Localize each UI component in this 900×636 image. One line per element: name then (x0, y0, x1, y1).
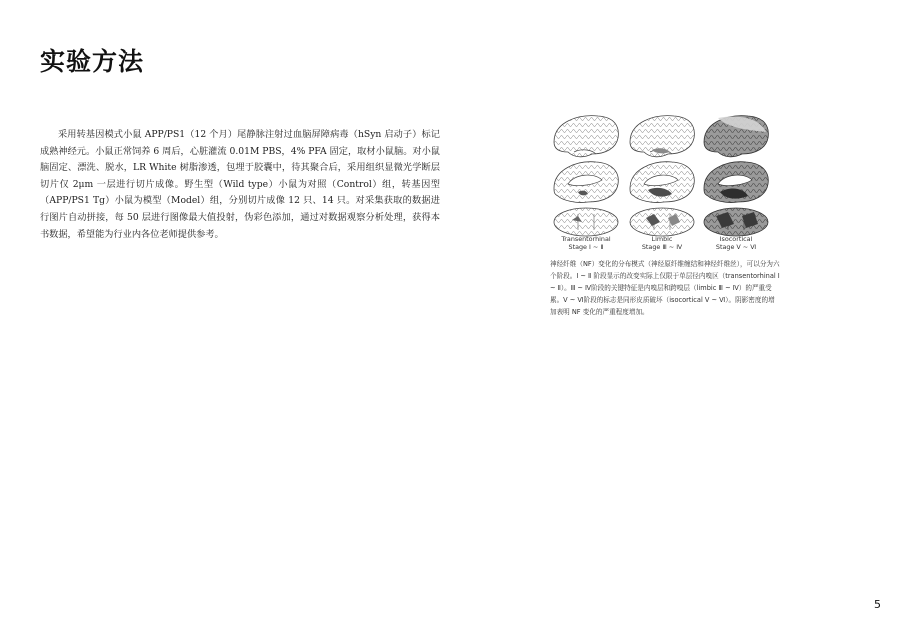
brain-stages-figure (548, 110, 776, 252)
lateral-brain-stage-3 (704, 116, 768, 157)
page-number: 5 (874, 598, 881, 611)
lateral-brain-stage-2 (630, 116, 694, 157)
stage-label-transentorhinal (551, 235, 621, 251)
ventral-brain-stage-3 (704, 208, 768, 236)
brain-illustration (548, 110, 776, 252)
ventral-brain-stage-2 (630, 208, 694, 236)
stage-labels (548, 235, 776, 257)
medial-brain-stage-1 (554, 162, 618, 203)
lateral-brain-stage-1 (554, 116, 618, 157)
stage-name: Isocortical (719, 235, 753, 243)
methods-paragraph: 采用转基因模式小鼠 APP/PS1（12 个月）尾静脉注射过血脑屏障病毒（hSyn 启动子）标记成熟神经元。小鼠正常饲养 6 周后，心脏灌流 0.01M PBS，4% PFA 固定，取材小鼠脑。对小鼠脑固定、漂洗、脱水，LR White 树脂渗透，包埋于胶囊中，待其聚合后，采用组织显微光学断层切片仅 2μm 一层进行切片成像。野生型（Wild type）小鼠为对照（Control）组，转基因型（APP/PS1 Tg）小鼠为模型（Model）组，分别切片成像 12 只、14 只。对采集获取的数据进行图片自动拼接，每 50 层进行图像最大值投射，伪彩色添加，通过对数据观察分析处理，获得本书数据，希望能为行业内各位老师提供参考。 (40, 129, 440, 240)
stage-range: Stage Ⅴ ~ Ⅵ (715, 243, 757, 251)
stage-name: Transentorhinal (561, 235, 611, 243)
figure-caption: 神经纤维（NF）变化的分布模式（神经原纤维缠结和神经纤维丝），可以分为六个阶段。Ⅰ ~ Ⅱ 阶段显示的改变实际上仅限于单层径内嗅区（transentorhinal Ⅰ ~ Ⅱ）。Ⅲ ~ Ⅳ阶段的关键特征是内嗅层和跨嗅层（limbic Ⅲ ~ Ⅳ）的严重受累。Ⅴ ~ Ⅵ阶段的标志是同形皮质破坏（isocortical Ⅴ ~ Ⅵ）。阴影密度的增加表明 NF 变化的严重程度增加。 (550, 260, 780, 316)
medial-brain-stage-3 (704, 162, 768, 203)
stage-name: Limbic (651, 235, 673, 243)
page-title: 实验方法 (40, 47, 145, 76)
ventral-brain-stage-1 (554, 208, 618, 236)
medial-brain-stage-2 (630, 162, 694, 203)
stage-label-limbic (627, 235, 697, 251)
stage-label-isocortical (701, 235, 771, 251)
stage-range: Stage Ⅰ ~ Ⅱ (568, 243, 604, 251)
stage-range: Stage Ⅲ ~ Ⅳ (641, 243, 683, 251)
